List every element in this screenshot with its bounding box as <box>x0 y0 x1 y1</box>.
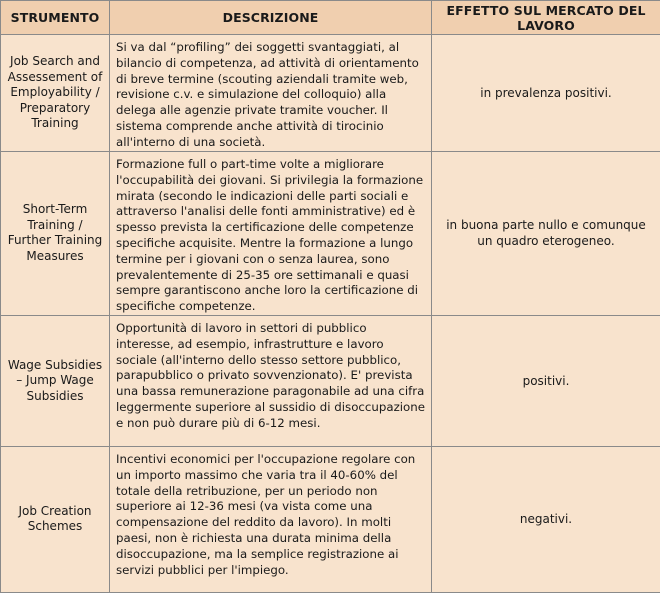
table-row <box>1 315 660 446</box>
effect-text: negativi. <box>432 511 660 527</box>
header-tool: STRUMENTO <box>1 1 110 35</box>
tool-name: Short-Term Training / Further Training Measures <box>1 202 109 264</box>
header-description: DESCRIZIONE <box>110 1 432 35</box>
effect-text: in buona parte nullo e comunque un quadro eterogeneo. <box>432 217 660 249</box>
tool-cell <box>1 315 110 446</box>
effect-cell <box>432 446 660 592</box>
table-row <box>1 152 660 316</box>
description-text: Opportunità di lavoro in settori di pubblico interesse, ad esempio, infrastrutture e lavoro sociale (all'interno dello stesso settore pubblico, parapubblico o privato sovvenzionato). E' prevista una bassa remunerazione paragonabile ad una cifra leggermente superiore al sussidio di disoccupazione e non può durare più di 6-12 mesi. <box>110 316 431 432</box>
description-cell <box>110 35 432 152</box>
table-row <box>1 446 660 592</box>
header-effect: EFFETTO SUL MERCATO DEL LAVORO <box>432 1 660 35</box>
tool-cell <box>1 152 110 316</box>
description-cell <box>110 315 432 446</box>
tool-name: Job Search and Assessement of Employability / Preparatory Training <box>1 54 109 132</box>
description-cell <box>110 152 432 316</box>
header-row <box>1 1 660 35</box>
tool-name: Wage Subsidies – Jump Wage Subsidies <box>1 358 109 405</box>
table-row <box>1 35 660 152</box>
effect-cell <box>432 315 660 446</box>
tool-name: Job Creation Schemes <box>1 504 109 535</box>
effect-cell <box>432 152 660 316</box>
description-cell <box>110 446 432 592</box>
description-text: Formazione full o part-time volte a migliorare l'occupabilità dei giovani. Si privilegia la formazione mirata (secondo le indicazioni delle parti sociali e attraverso l'analisi delle fonti amministrative) ed è spesso prevista la certificazione delle competenze specifiche acquisite. Mentre la formazione a lungo termine per i giovani con o senza laurea, sono prevalentemente di 25-35 ore settimanali e quasi sempre garantiscono anche loro la certificazione di specifiche competenze. <box>110 152 431 315</box>
effect-cell <box>432 35 660 152</box>
description-text: Incentivi economici per l'occupazione regolare con un importo massimo che varia tra il 40-60% del totale della retribuzione, per un periodo non superiore ai 12-36 mesi (va vista come una compensazione del reddito da lavoro). In molti paesi, non è richiesta una durata minima della disoccupazione, ma la semplice registrazione ai servizi pubblici per l'impiego. <box>110 447 431 578</box>
description-text: Si va dal “profiling” dei soggetti svantaggiati, al bilancio di competenza, ad attività di orientamento di breve termine (scouting aziendali tramite web, revisione c.v. e simulazione del colloquio) alla delega alle agenzie private tramite voucher. Il sistema comprende anche attività di tirocinio all'interno di una società. <box>110 35 431 151</box>
effect-text: positivi. <box>432 373 660 389</box>
effect-text: in prevalenza positivi. <box>432 85 660 101</box>
tool-cell <box>1 35 110 152</box>
tool-cell <box>1 446 110 592</box>
